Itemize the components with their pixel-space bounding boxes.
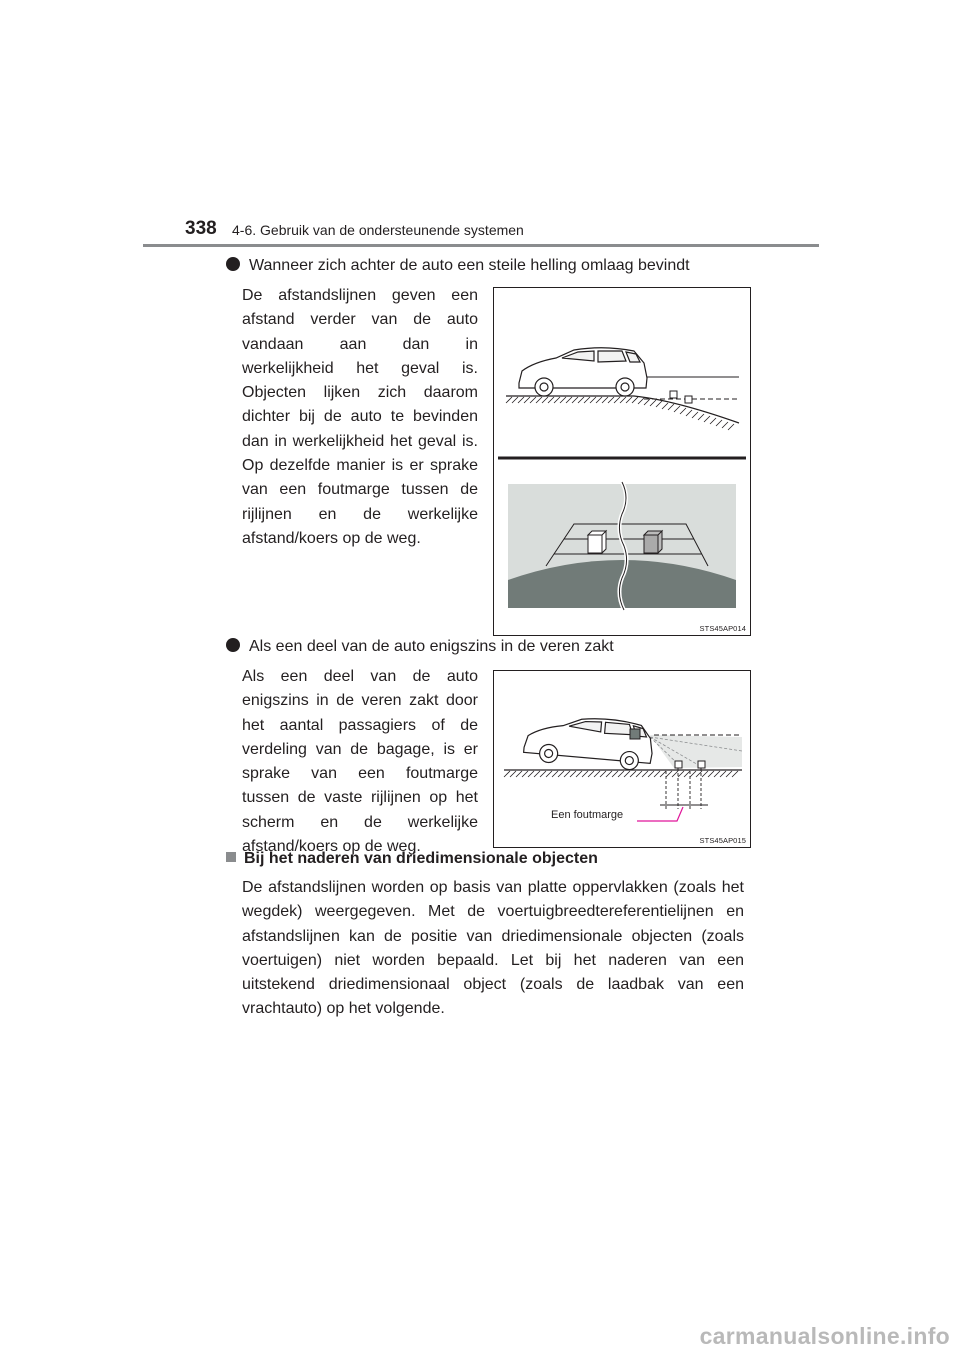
page-number: 338 [185,218,217,239]
subheading-text: Bij het naderen van driedimensionale objecten [244,850,598,867]
figure-code: STS45AP015 [699,836,746,845]
figure-label: Een foutmarge [551,809,624,821]
paragraph: De afstandslijnen geven een afstand verder van de auto vandaan aan dan in werkelijkheid het geval is. Objecten lijken zich daarom dichter bij de auto te bevinden dan in werkelijkheid het geval is. Op dezelfde manier is er sprake van een foutmarge tussen de rijlijnen en de werkelijke afstand/koers op de weg. [242,287,478,547]
square-bullet-icon [226,852,236,862]
bullet-title: Wanneer zich achter de auto een steile helling omlaag bevindt [249,257,690,274]
subheading [226,850,598,868]
steep-slope-illustration [494,288,750,635]
paragraph: Als een deel van de auto enigszins in de veren zakt door het aantal passagiers of de verdeling van de bagage, is er sprake van een foutmarge tussen de vaste rijlijnen op het scherm en de werkelijke afstand/koers op de weg. [242,668,478,856]
bullet-title: Als een deel van de auto enigszins in de veren zakt [249,638,614,655]
paragraph: De afstandslijnen worden op basis van platte oppervlakken (zoals het wegdek) weergegeven. Met de voertuigbreedtereferentielijnen en afstandslijnen kan de positie van driedimensionale objecten (zoals voertuigen) niet worden bepaald. Let bij het naderen van een uitstekend driedimensionaal object (zoals de laadbak van een vrachtauto) op het volgende. [242,879,744,1018]
figure-suspension-sag [493,670,751,848]
section-title: 4-6. Gebruik van de ondersteunende systemen [232,222,524,238]
bullet-dot-icon [226,638,240,652]
bullet-item [226,256,690,276]
watermark: carmanualsonline.info [699,1323,950,1349]
figure-steep-slope [493,287,751,636]
bullet-dot-icon [226,257,240,271]
figure-code: STS45AP014 [699,624,746,633]
bullet-item [226,637,614,657]
header-rule [143,244,819,247]
